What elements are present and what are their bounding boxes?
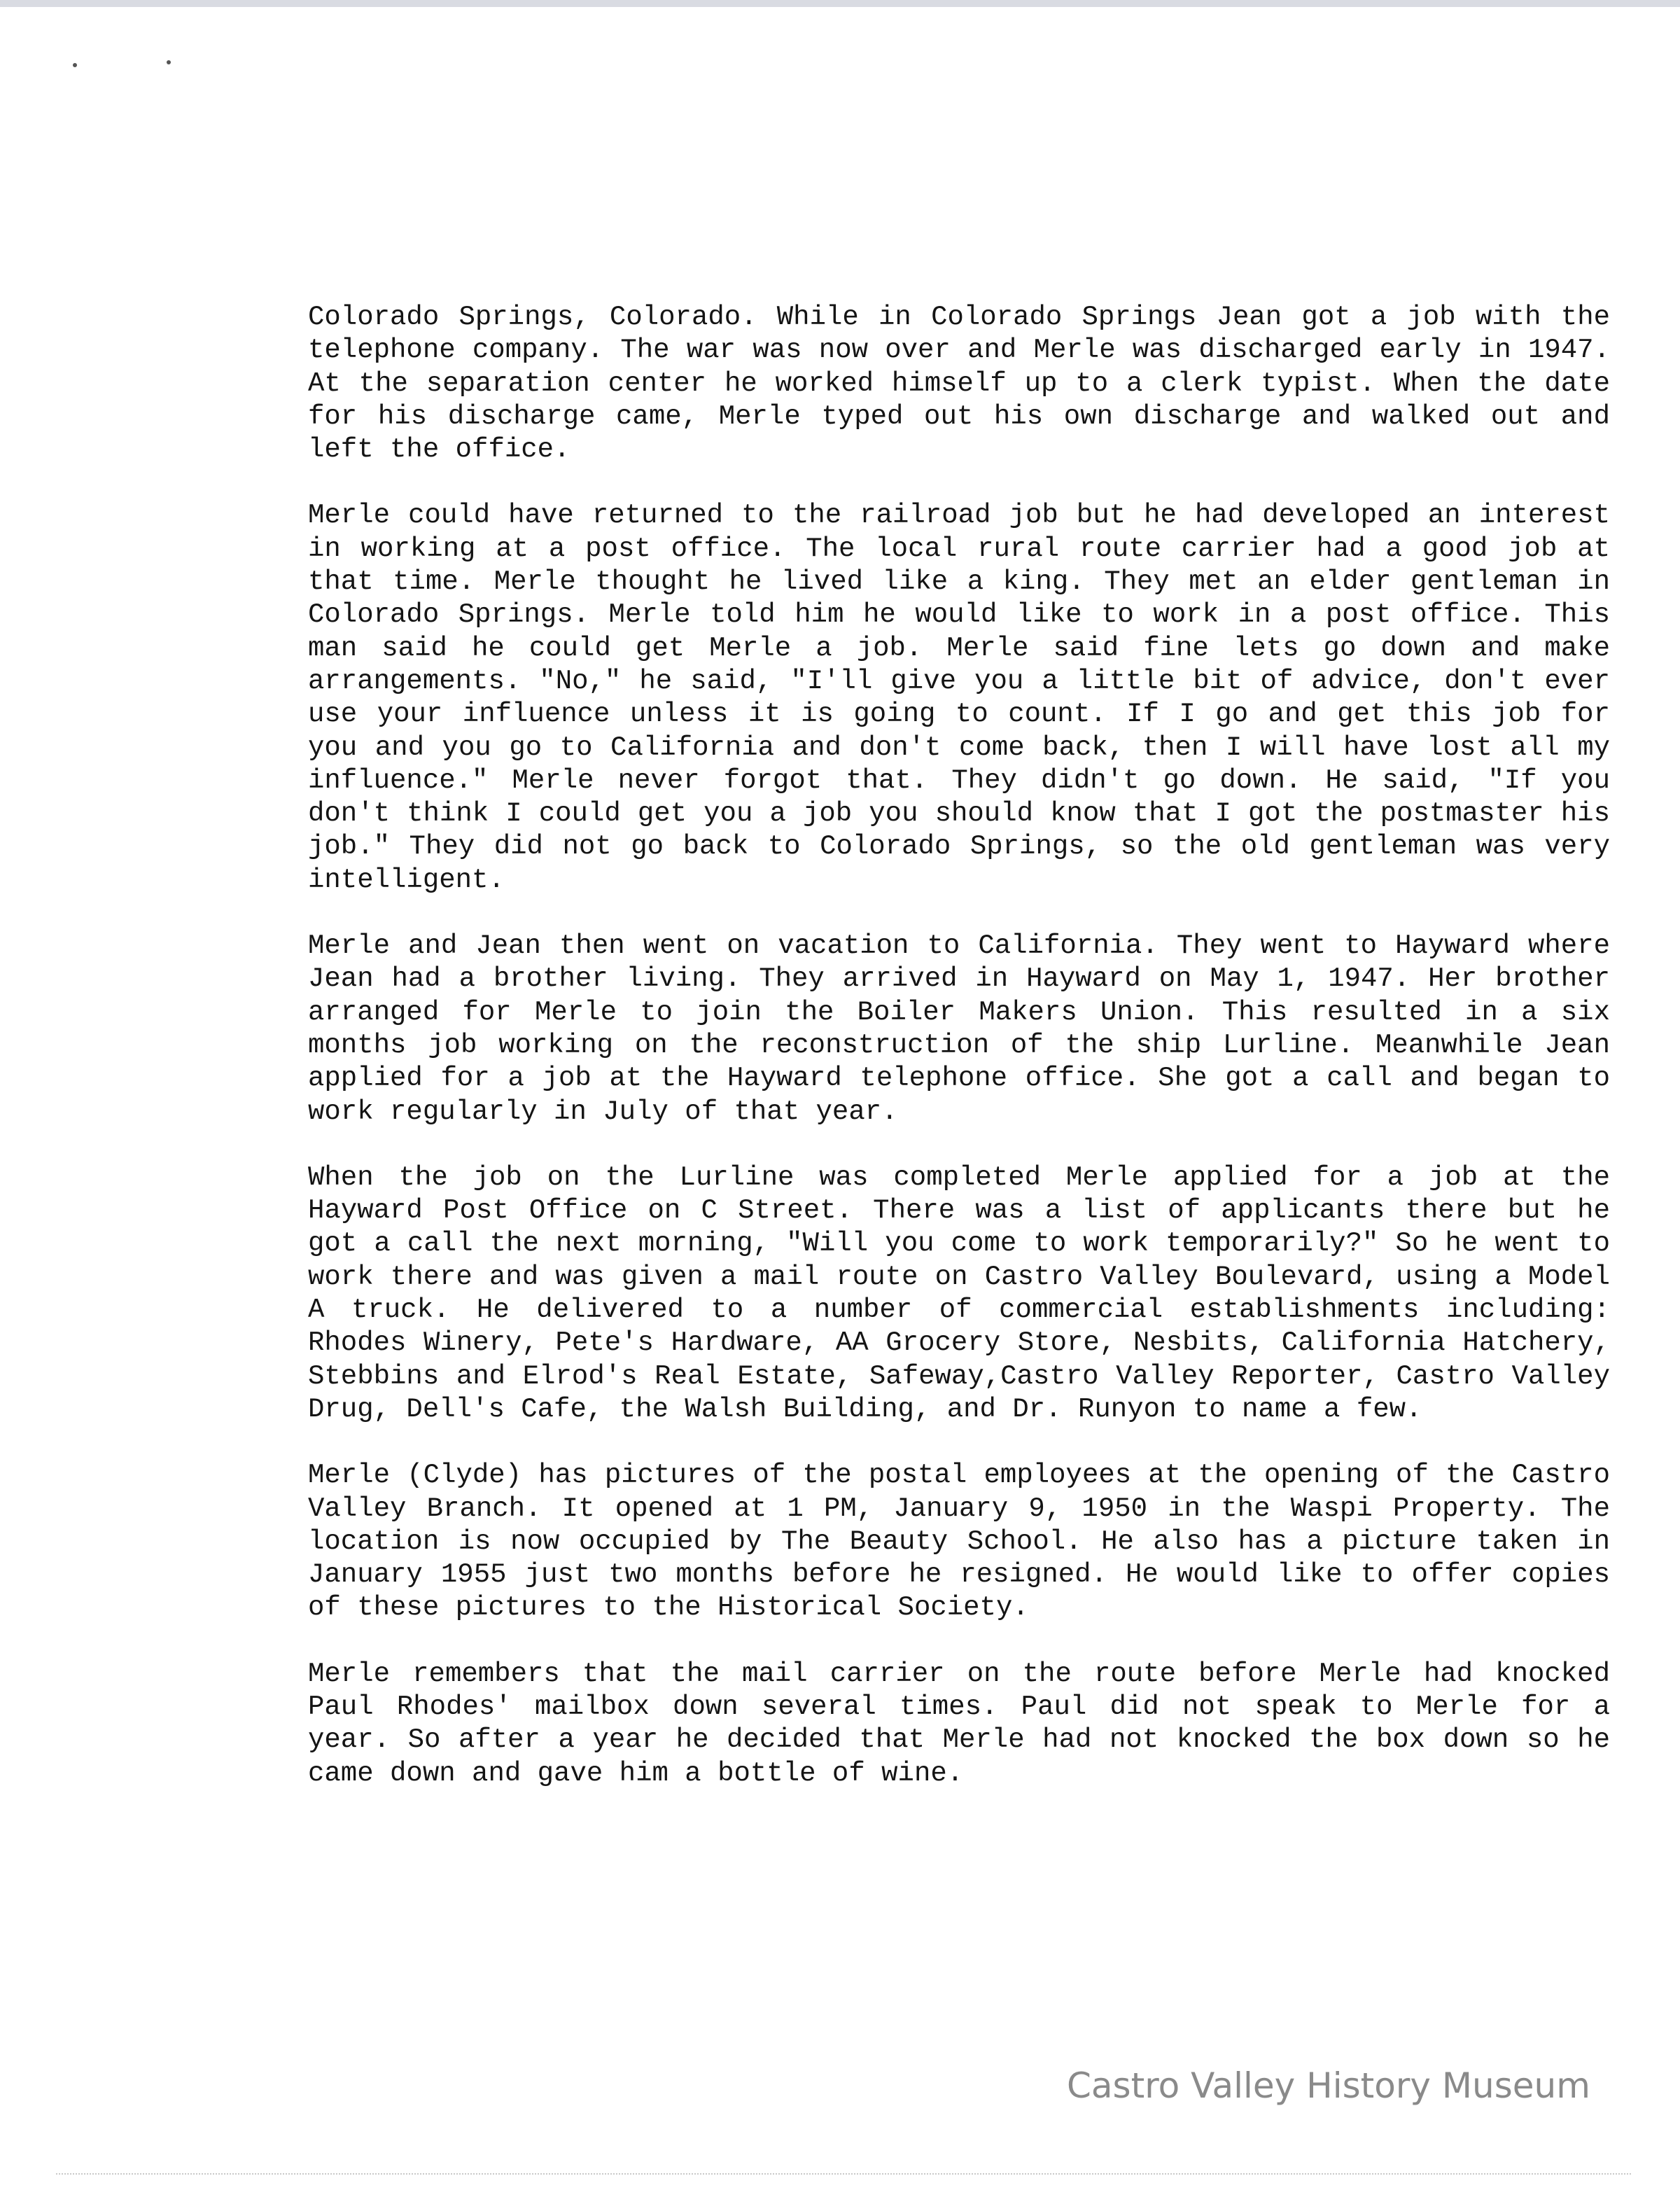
paragraph-3: Merle and Jean then went on vacation to California. They went to Hayward where Jean had a brother living. They arrived in Hayward on May 1, 1947. Her brother arranged for Merle to join the Boiler Makers Union. This resulted in a six months job working on the reconstruction of the ship Lurline. Meanwhile Jean applied for a job at the Hayward telephone office. She got a call and began to work regularly in July of that year. — [308, 930, 1610, 1127]
scan-top-edge — [0, 0, 1680, 7]
document-body — [308, 301, 1610, 1790]
paragraph-2: Merle could have returned to the railroad job but he had developed an interest in working at a post office. The local rural route carrier had a good job at that time. Merle thought he lived like a king. They met an elder gentleman in Colorado Springs. Merle told him he would like to work in a post office. This man said he could get Merle a job. Merle said fine lets go down and make arrangements. "No," he said, "I'll give you a little bit of advice, don't ever use your influence unless it is going to count. If I go and get this job for you and you go to California and don't come back, then I will have lost all my influence." Merle never forgot that. They didn't go down. He said, "If you don't think I could get you a job you should know that I got the postmaster his job." They did not go back to Colorado Springs, so the old gentleman was very intelligent. — [308, 500, 1610, 895]
museum-watermark: Castro Valley History Museum — [1067, 2065, 1590, 2106]
paragraph-5: Merle (Clyde) has pictures of the postal employees at the opening of the Castro Valley Branch. It opened at 1 PM, January 9, 1950 in the Waspi Property. The location is now occupied by The Beauty School. He also has a picture taken in January 1955 just two months before he resigned. He would like to offer copies of these pictures to the Historical Society. — [308, 1460, 1610, 1624]
paragraph-4: When the job on the Lurline was completed Merle applied for a job at the Hayward Post Office on C Street. There was a list of applicants there but he got a call the next morning, "Will you come to work temporarily?" So he went to work there and was given a mail route on Castro Valley Boulevard, using a Model A truck. He delivered to a number of commercial establishments including: Rhodes Winery, Pete's Hardware, AA Grocery Store, Nesbits, California Hatchery, Stebbins and Elrod's Real Estate, Safeway,Castro Valley Reporter, Castro Valley Drug, Dell's Cafe, the Walsh Building, and Dr. Runyon to name a few. — [308, 1162, 1610, 1425]
scan-bottom-noise — [56, 2173, 1631, 2176]
scan-speck — [73, 63, 77, 67]
paragraph-1: Colorado Springs, Colorado. While in Colorado Springs Jean got a job with the telephone company. The war was now over and Merle was discharged early in 1947. At the separation center he worked himself up to a clerk typist. When the date for his discharge came, Merle typed out his own discharge and walked out and left the office. — [308, 302, 1610, 466]
paragraph-6: Merle remembers that the mail carrier on the route before Merle had knocked Paul Rhodes' mailbox down several times. Paul did not speak to Merle for a year. So after a year he decided that Merle had not knocked the box down so he came down and gave him a bottle of wine. — [308, 1658, 1610, 1789]
scan-speck — [167, 60, 171, 64]
